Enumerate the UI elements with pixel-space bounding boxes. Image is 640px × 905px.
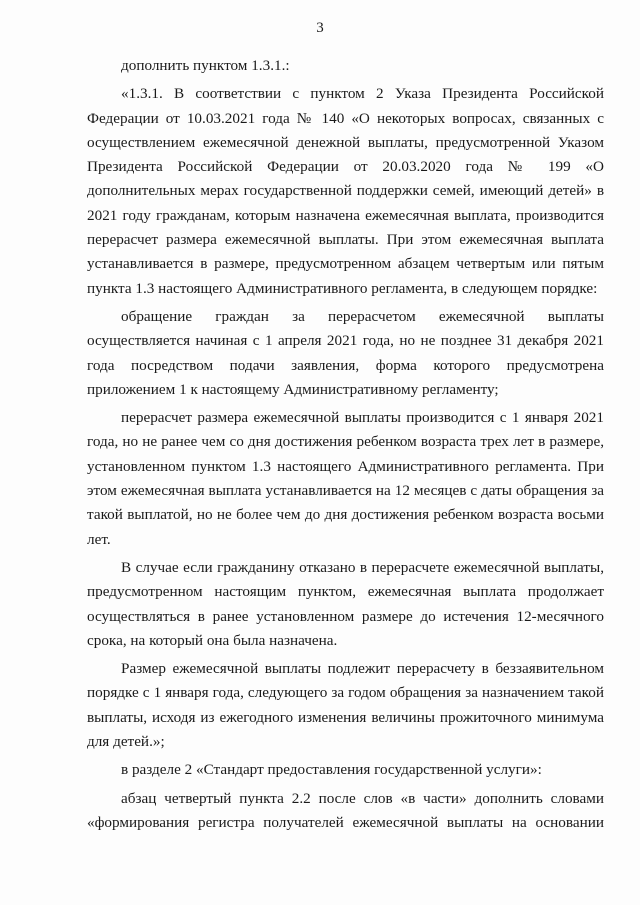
paragraph-item-2-2: абзац четвертый пункта 2.2 после слов «в части» дополнить словами «формирования регистра получателей ежемесячной выплаты на основании	[87, 789, 604, 831]
page-number: 3	[316, 20, 324, 36]
paragraph-recalculation: перерасчет размера ежемесячной выплаты производится с 1 января 2021 года, но не ранее чем со дня достижения ребенком возраста трех лет в размере, установленном пунктом 1.3 настоящего Административного регламента. При этом ежемесячная выплата устанавливается на 12 месяцев с даты обращения за такой выплатой, но не более чем до дня достижения ребенком возраста восьми лет.	[87, 409, 604, 548]
paragraph-section-2: в разделе 2 «Стандарт предоставления государственной услуги»:	[121, 761, 542, 779]
paragraph-refusal: В случае если гражданину отказано в перерасчете ежемесячной выплаты, предусмотренном настоящим пунктом, ежемесячная выплата продолжает осуществляться в ранее установленном размере до истечения 12-месячного срока, на который она была назначена.	[87, 558, 604, 649]
paragraph-automatic-recalculation: Размер ежемесячной выплаты подлежит перерасчету в беззаявительном порядке с 1 января года, следующего за годом обращения за назначением такой выплаты, исходя из ежегодного изменения величины прожиточного минимума для детей.»;	[87, 660, 604, 751]
paragraph-application-period: обращение граждан за перерасчетом ежемесячной выплаты осуществляется начиная с 1 апреля 2021 года, но не позднее 31 декабря 2021 года посредством подачи заявления, форма которого предусмотрена приложением 1 к настоящему Административному регламенту;	[87, 307, 604, 398]
document-body	[87, 54, 604, 839]
paragraph-1-3-1: «1.3.1. В соответствии с пунктом 2 Указа Президента Российской Федерации от 10.03.2021 года № 140 «О некоторых вопросах, связанных с осуществлением ежемесячной денежной выплаты, предусмотренной Указом Президента Российской Федерации от 20.03.2020 года № 199 «О дополнительных мерах государственной поддержки семей, имеющий детей» в 2021 году гражданам, которым назначена ежемесячная выплата, производится перерасчет размера ежемесячной выплаты. При этом ежемесячная выплата устанавливается в размере, предусмотренном абзацем четвертым или пятым пункта 1.3 настоящего Административного регламента, в следующем порядке:	[87, 85, 604, 297]
paragraph-amendment-intro: дополнить пунктом 1.3.1.:	[121, 57, 290, 74]
